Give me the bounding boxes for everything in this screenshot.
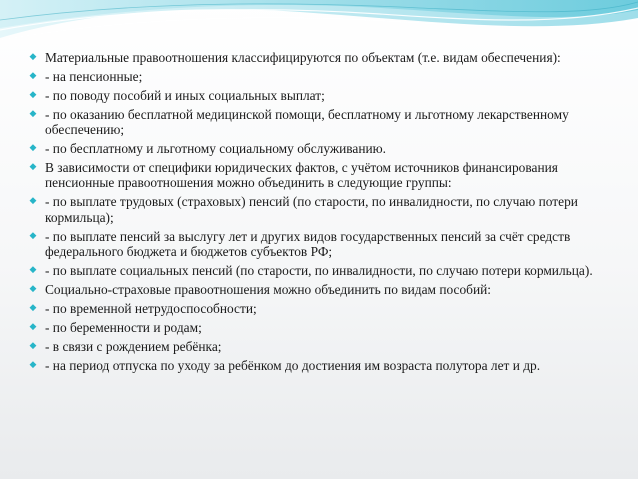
diamond-bullet-icon: ◆ <box>29 89 37 100</box>
diamond-bullet-icon: ◆ <box>29 302 37 313</box>
bullet-item <box>28 107 613 138</box>
bullet-item <box>28 141 613 157</box>
diamond-bullet-icon: ◆ <box>29 359 37 370</box>
diamond-bullet-icon: ◆ <box>29 70 37 81</box>
bullet-text: - по выплате социальных пенсий (по старости, по инвалидности, по случаю потери кормильца). <box>45 263 593 279</box>
bullet-text: - по бесплатному и льготному социальному обслуживанию. <box>45 141 387 157</box>
bullet-item <box>28 160 613 191</box>
bullet-text: - на пенсионные; <box>45 68 143 84</box>
diamond-bullet-icon: ◆ <box>29 52 37 62</box>
diamond-bullet-icon: ◆ <box>29 161 37 172</box>
bullet-text: В зависимости от специфики юридических фактов, с учётом источников финансирования пенсионные правоотношения можно объединить в следующие группы: <box>45 159 558 191</box>
bullet-text: - по временной нетрудоспособности; <box>45 300 257 316</box>
bullet-item <box>28 50 613 66</box>
bullet-item <box>28 282 613 298</box>
diamond-bullet-icon: ◆ <box>29 284 37 295</box>
diamond-bullet-icon: ◆ <box>29 321 37 332</box>
bullet-list <box>28 50 613 376</box>
bullet-text: - по беременности и родам; <box>45 319 202 335</box>
bullet-text: - по поводу пособий и иных социальных выплат; <box>45 87 325 103</box>
bullet-text: - в связи с рождением ребёнка; <box>45 338 222 354</box>
diamond-bullet-icon: ◆ <box>29 143 37 154</box>
bullet-text: Социально-страховые правоотношения можно объединить по видам пособий: <box>45 282 492 298</box>
diamond-bullet-icon: ◆ <box>29 265 37 276</box>
diamond-bullet-icon: ◆ <box>29 196 37 207</box>
bullet-item <box>28 339 613 355</box>
bullet-text: - по выплате пенсий за выслугу лет и других видов государственных пенсий за счёт средств федерального бюджета и бюджетов субъектов РФ; <box>45 228 571 260</box>
bullet-item <box>28 358 613 374</box>
bullet-text: - по оказанию бесплатной медицинской помощи, бесплатному и льготному лекарственному обеспечению; <box>45 106 569 138</box>
diamond-bullet-icon: ◆ <box>29 230 37 241</box>
diamond-bullet-icon: ◆ <box>29 340 37 351</box>
bullet-item <box>28 194 613 225</box>
bullet-item <box>28 320 613 336</box>
bullet-text: - по выплате трудовых (страховых) пенсий (по старости, по инвалидности, по случаю потери кормильца); <box>45 194 578 225</box>
bullet-item <box>28 229 613 260</box>
bullet-text: - на период отпуска по уходу за ребёнком до достиения им возраста полутора лет и др. <box>45 357 541 373</box>
bullet-item <box>28 301 613 317</box>
bullet-text: Материальные правоотношения классифицируются по объектам (т.е. видам обеспечения): <box>45 50 561 65</box>
bullet-item <box>28 263 613 279</box>
bullet-item <box>28 88 613 104</box>
bullet-item <box>28 69 613 85</box>
diamond-bullet-icon: ◆ <box>29 108 37 119</box>
